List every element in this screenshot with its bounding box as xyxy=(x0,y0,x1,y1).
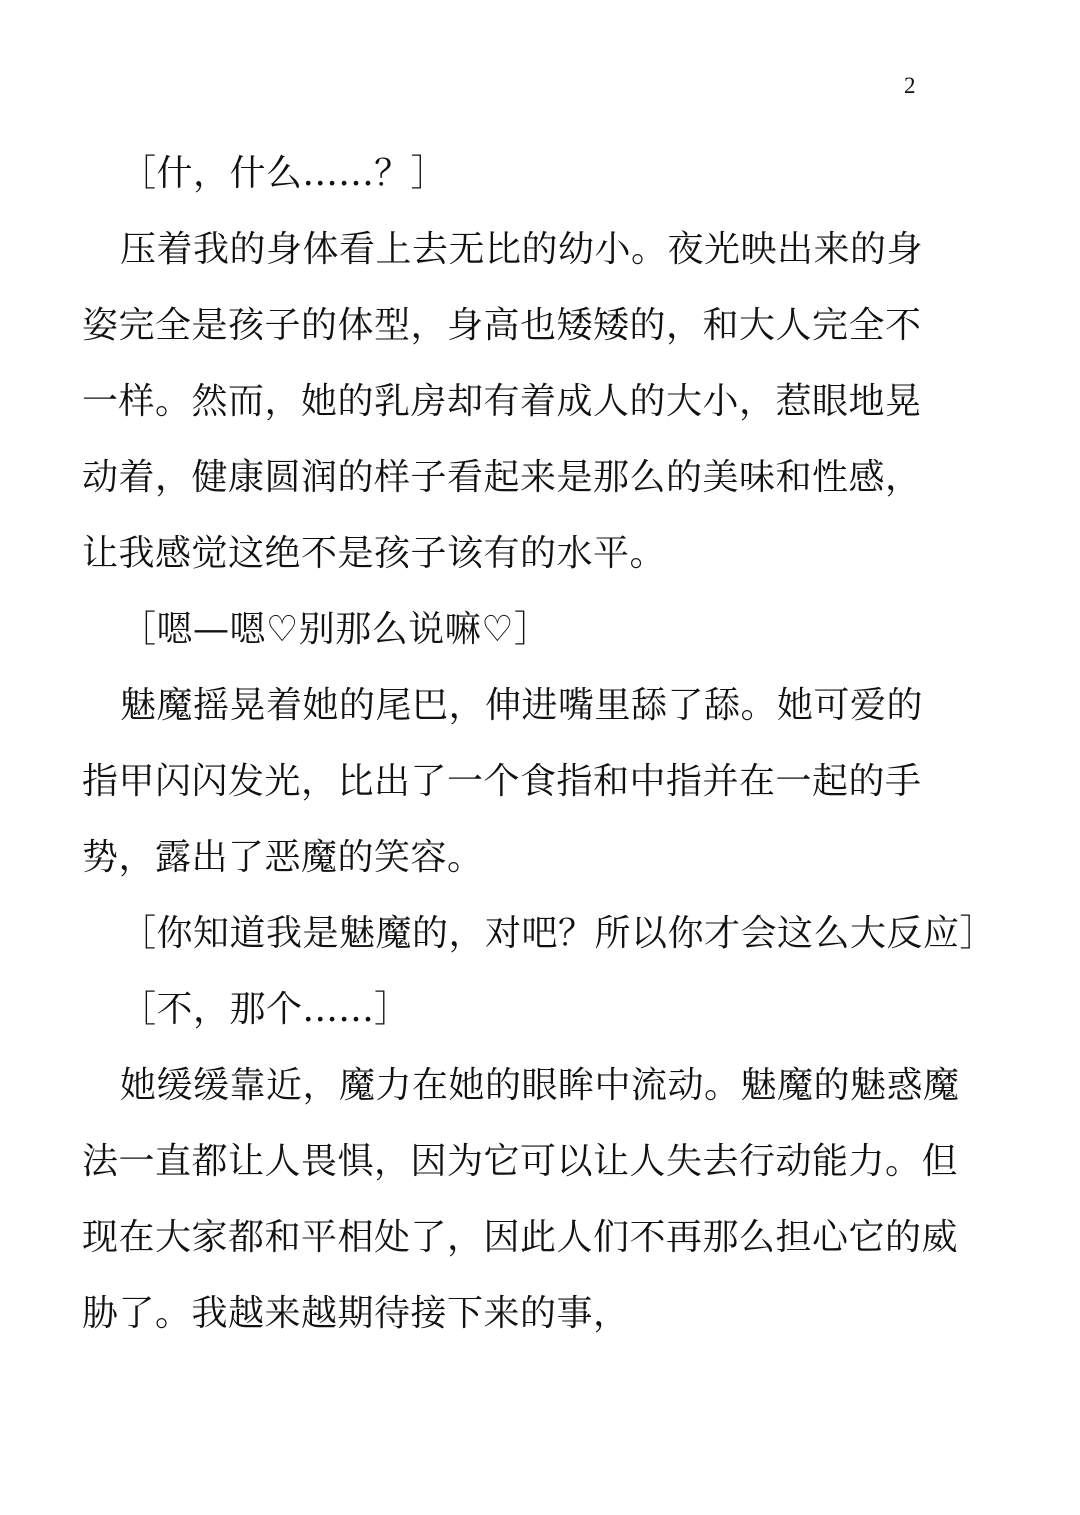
text-line: 压着我的身体看上去无比的幼小。夜光映出来的身 xyxy=(120,229,924,270)
text-line: 一样。然而，她的乳房却有着成人的大小，惹眼地晃 xyxy=(82,381,922,422)
text-line: 姿完全是孩子的体型，身高也矮矮的，和大人完全不 xyxy=(82,305,922,346)
text-line: 动着，健康圆润的样子看起来是那么的美味和性感， xyxy=(82,457,922,498)
text-line: ［不，那个......］ xyxy=(120,989,411,1030)
text-line: 现在大家都和平相处了，因此人们不再那么担心它的威 xyxy=(82,1217,959,1258)
text-line: 势，露出了恶魔的笑容。 xyxy=(82,837,484,878)
text-line: 她缓缓靠近，魔力在她的眼眸中流动。魅魔的魅惑魔 xyxy=(120,1065,960,1106)
text-line: 指甲闪闪发光，比出了一个食指和中指并在一起的手 xyxy=(82,761,922,802)
text-line: 魅魔摇晃着她的尾巴，伸进嘴里舔了舔。她可爱的 xyxy=(120,685,924,726)
text-line: ［你知道我是魅魔的，对吧？所以你才会这么大反应］ xyxy=(120,913,997,954)
text-line: 让我感觉这绝不是孩子该有的水平。 xyxy=(82,533,667,574)
text-line: ［什，什么......？］ xyxy=(120,153,448,194)
page-number: 2 xyxy=(904,73,916,98)
text-line: ［嗯—嗯♡别那么说嘛♡］ xyxy=(120,609,551,650)
text-line: 胁了。我越来越期待接下来的事， xyxy=(82,1293,630,1334)
text-line: 法一直都让人畏惧，因为它可以让人失去行动能力。但 xyxy=(82,1141,959,1182)
